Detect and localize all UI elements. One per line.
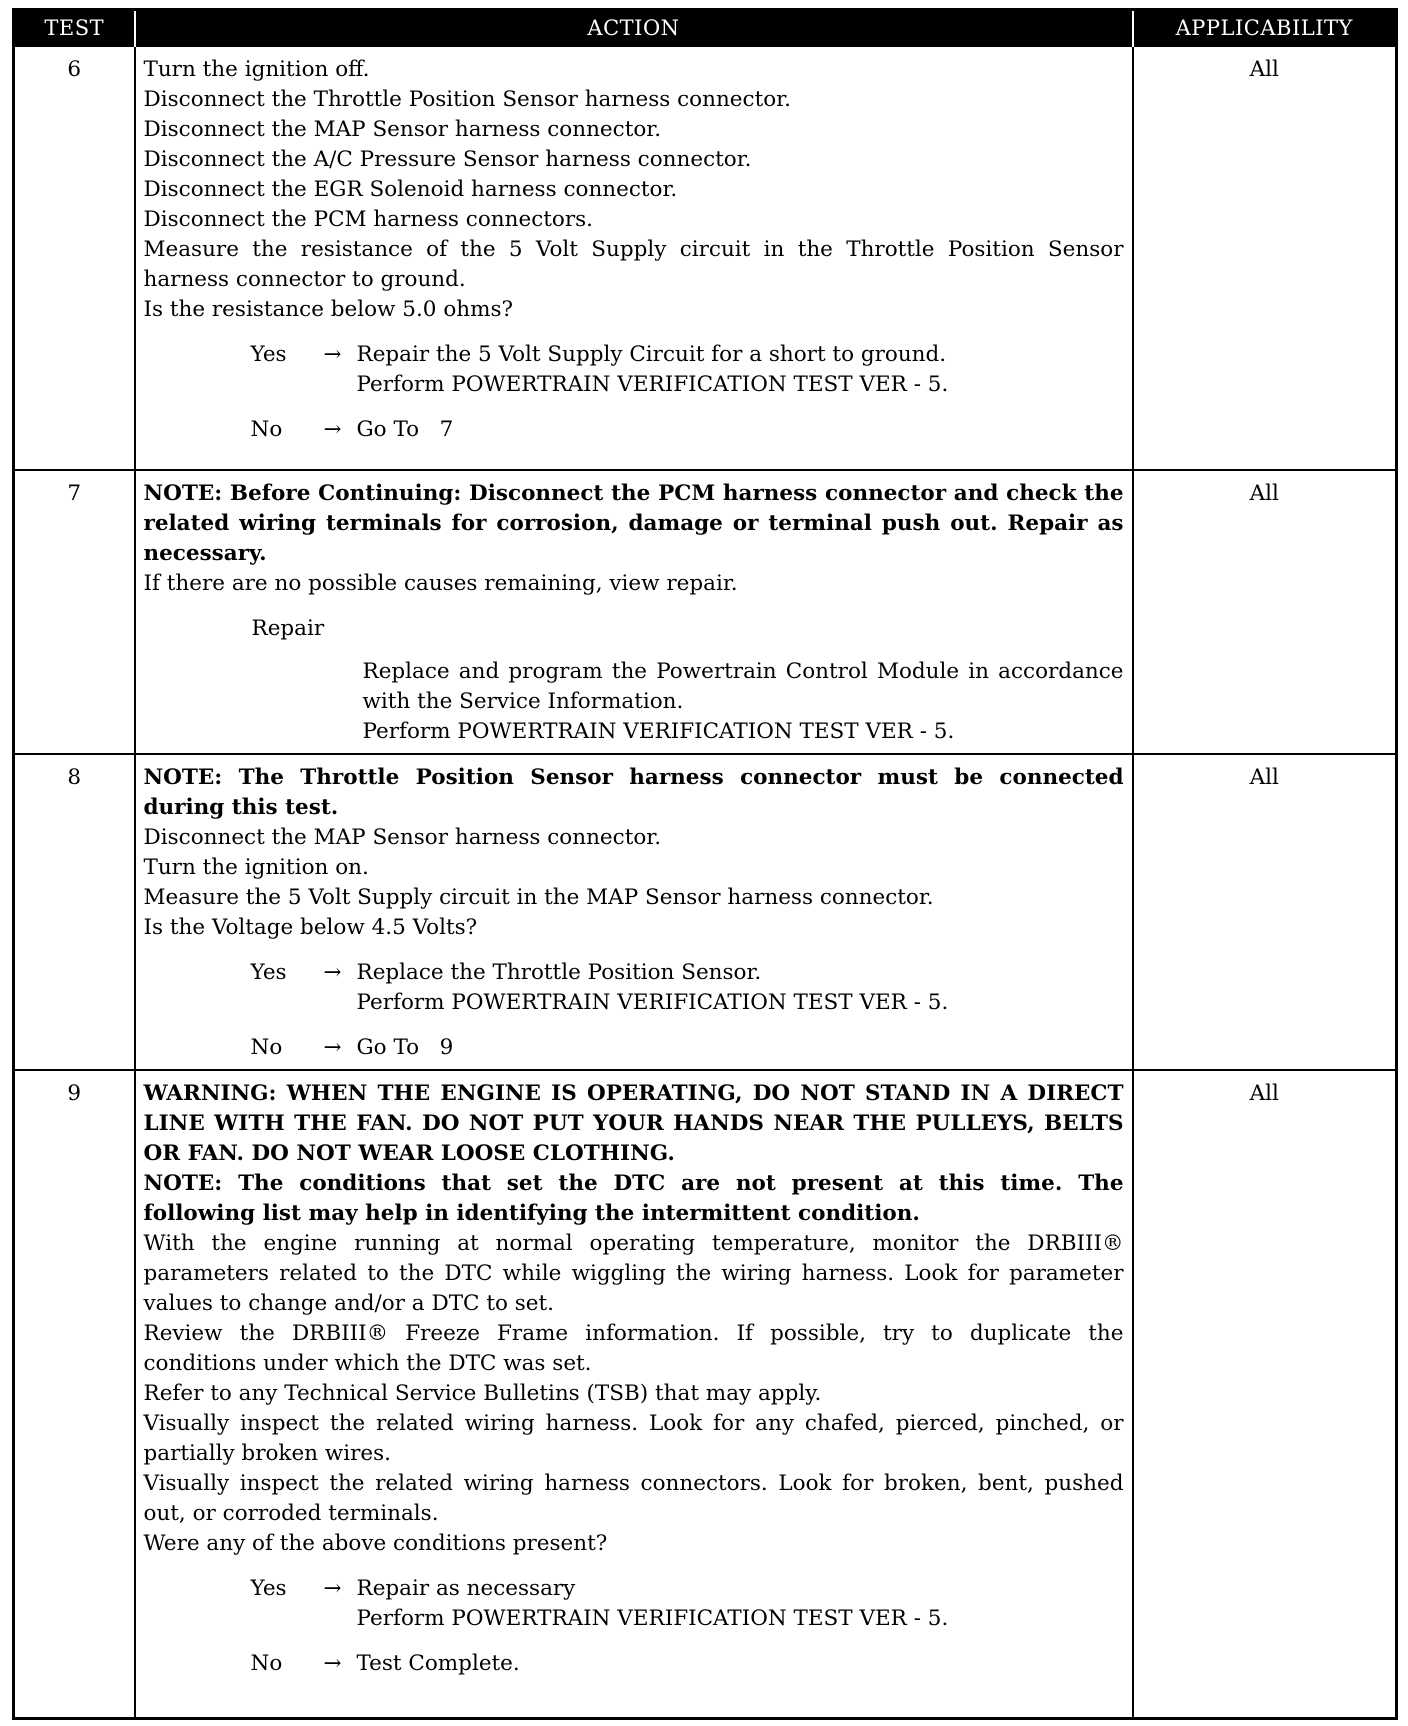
arrow-right-icon: → — [323, 1575, 342, 1601]
applicability-value: All — [1133, 1070, 1397, 1719]
action-step: Turn the ignition on. — [143, 854, 369, 880]
no-outcome: Test Complete. — [356, 1650, 520, 1676]
action-question: Is the Voltage below 4.5 Volts? — [143, 914, 478, 940]
yes-label: Yes — [250, 959, 287, 985]
applicability-value: All — [1133, 46, 1397, 470]
test-number: 7 — [14, 470, 135, 754]
repair-line: Replace and program the Powertrain Control Module in accordance with the Service Information. — [362, 658, 1124, 714]
table-row-test-9 — [14, 1070, 1397, 1719]
action-step: If there are no possible causes remaining, view repair. — [143, 570, 738, 596]
applicability-value: All — [1133, 754, 1397, 1070]
action-step: Disconnect the MAP Sensor harness connector. — [143, 824, 662, 850]
result-block — [251, 340, 1124, 445]
warning-text: WARNING: WHEN THE ENGINE IS OPERATING, DO NOT STAND IN A DIRECT LINE WITH THE FAN. DO NOT PUT YOUR HANDS NEAR THE PULLEYS, BELTS OR FAN. DO NOT WEAR LOOSE CLOTHING. — [143, 1080, 1124, 1166]
yes-outcome-line: Repair the 5 Volt Supply Circuit for a short to ground. — [356, 341, 947, 367]
table-row-test-6 — [14, 46, 1397, 470]
result-block — [251, 1574, 1124, 1679]
yes-result — [251, 340, 1124, 400]
action-step: Disconnect the MAP Sensor harness connector. — [143, 116, 662, 142]
note-text: NOTE: The conditions that set the DTC are not present at this time. The following list may help in identifying the intermittent condition. — [143, 1170, 1124, 1226]
yes-label: Yes — [250, 1575, 287, 1601]
table-row-test-8 — [14, 754, 1397, 1070]
yes-outcome-line: Perform POWERTRAIN VERIFICATION TEST VER - 5. — [356, 1605, 949, 1631]
action-step: Review the DRBIII® Freeze Frame information. If possible, try to duplicate the conditions under which the DTC was set. — [143, 1320, 1124, 1376]
arrow-right-icon: → — [323, 1650, 342, 1676]
action-step: Disconnect the Throttle Position Sensor harness connector. — [143, 86, 791, 112]
arrow-right-icon: → — [323, 341, 342, 367]
yes-label: Yes — [250, 341, 287, 367]
repair-instructions — [363, 657, 1124, 747]
header-applicability: APPLICABILITY — [1133, 10, 1397, 46]
action-step: Visually inspect the related wiring harness. Look for any chafed, pierced, pinched, or partially broken wires. — [143, 1410, 1124, 1466]
action-cell — [135, 1070, 1133, 1719]
action-question: Is the resistance below 5.0 ohms? — [143, 296, 514, 322]
action-cell — [135, 46, 1133, 470]
no-result — [251, 1649, 1124, 1679]
no-label: No — [250, 1034, 283, 1060]
note-text: NOTE: Before Continuing: Disconnect the PCM harness connector and check the related wiring terminals for corrosion, damage or terminal push out. Repair as necessary. — [143, 480, 1124, 566]
action-step: Turn the ignition off. — [143, 56, 370, 82]
no-outcome: Go To 9 — [356, 1034, 454, 1060]
action-step: Disconnect the EGR Solenoid harness connector. — [143, 176, 678, 202]
action-cell — [135, 470, 1133, 754]
yes-outcome-line: Replace the Throttle Position Sensor. — [356, 959, 762, 985]
repair-line: Perform POWERTRAIN VERIFICATION TEST VER - 5. — [362, 718, 955, 744]
action-cell — [135, 754, 1133, 1070]
action-step: Measure the resistance of the 5 Volt Supply circuit in the Throttle Position Sensor harness connector to ground. — [143, 236, 1124, 292]
applicability-value: All — [1133, 470, 1397, 754]
action-step: Refer to any Technical Service Bulletins (TSB) that may apply. — [143, 1380, 822, 1406]
no-result — [251, 415, 1124, 445]
arrow-right-icon: → — [323, 416, 342, 442]
no-label: No — [250, 1650, 283, 1676]
yes-outcome-line: Perform POWERTRAIN VERIFICATION TEST VER - 5. — [356, 371, 949, 397]
diagnostic-test-table — [12, 8, 1398, 1720]
yes-outcome — [357, 958, 1124, 1018]
note-text: NOTE: The Throttle Position Sensor harness connector must be connected during this test. — [143, 764, 1124, 820]
header-action: ACTION — [135, 10, 1133, 46]
result-block — [251, 958, 1124, 1063]
yes-outcome-line: Perform POWERTRAIN VERIFICATION TEST VER - 5. — [356, 989, 949, 1015]
arrow-right-icon: → — [323, 1034, 342, 1060]
no-outcome: Go To 7 — [356, 416, 454, 442]
action-step: Disconnect the A/C Pressure Sensor harness connector. — [143, 146, 752, 172]
test-number: 9 — [14, 1070, 135, 1719]
test-number: 8 — [14, 754, 135, 1070]
yes-outcome — [357, 340, 1124, 400]
arrow-right-icon: → — [323, 959, 342, 985]
yes-result — [251, 1574, 1124, 1634]
action-step: Disconnect the PCM harness connectors. — [143, 206, 593, 232]
no-result — [251, 1033, 1124, 1063]
header-test: TEST — [14, 10, 135, 46]
diagnostic-test-page — [12, 8, 1395, 1720]
table-header-row — [14, 10, 1397, 46]
yes-outcome-line: Repair as necessary — [356, 1575, 576, 1601]
test-number: 6 — [14, 46, 135, 470]
yes-result — [251, 958, 1124, 1018]
yes-outcome — [357, 1574, 1124, 1634]
action-step: With the engine running at normal operating temperature, monitor the DRBIII® parameters related to the DTC while wiggling the wiring harness. Look for parameter values to change and/or a DTC to set. — [143, 1230, 1124, 1316]
action-question: Were any of the above conditions present? — [143, 1530, 608, 1556]
repair-label: Repair — [251, 615, 325, 641]
action-step: Visually inspect the related wiring harness connectors. Look for broken, bent, pushed out, or corroded terminals. — [143, 1470, 1124, 1526]
no-label: No — [250, 416, 283, 442]
table-row-test-7 — [14, 470, 1397, 754]
action-step: Measure the 5 Volt Supply circuit in the MAP Sensor harness connector. — [143, 884, 934, 910]
